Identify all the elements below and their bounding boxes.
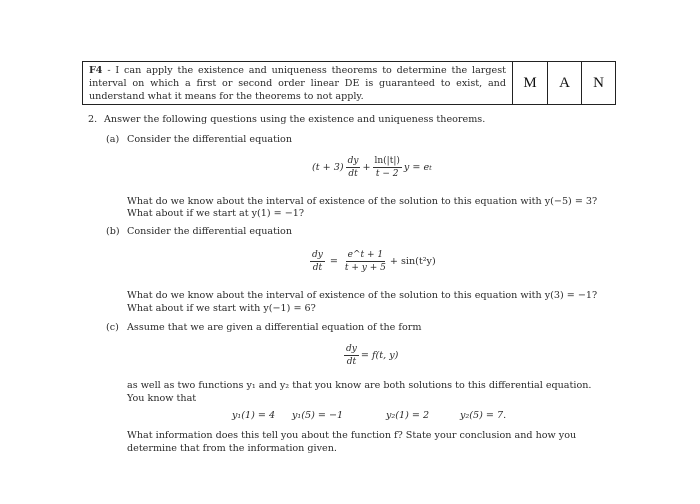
eq-a-sup: t bbox=[429, 163, 432, 172]
part-c-p3: What information does this tell you about the function f? State your conclusion and how you bbox=[127, 430, 577, 441]
part-b-q2: What about if we start with y(−1) = 6? bbox=[127, 303, 316, 314]
eq-a-rhs: y = e bbox=[403, 162, 430, 173]
eq-b-fraction bbox=[343, 250, 388, 273]
eq-a-num: ln(|t|) bbox=[374, 156, 400, 166]
part-a-q1: What do we know about the interval of existence of the solution to this equation with y(−5) = 3? bbox=[127, 196, 598, 207]
eq-a-plus: + bbox=[362, 162, 371, 173]
eq-b-dy: dy bbox=[312, 250, 323, 260]
part-c-p1: as well as two functions y₁ and y₂ that you know are both solutions to this differential equation. bbox=[127, 380, 592, 391]
eq-a-dt: dt bbox=[348, 169, 358, 179]
question-intro: Answer the following questions using the existence and uniqueness theorems. bbox=[104, 114, 486, 125]
value-y1-1: y₁(1) = 4 bbox=[232, 410, 276, 421]
part-c-intro: Assume that we are given a differential equation of the form bbox=[127, 322, 422, 333]
grade-n[interactable]: N bbox=[581, 62, 615, 104]
eq-b-derivative bbox=[310, 250, 325, 273]
part-a-label: (a) bbox=[106, 134, 120, 145]
eq-c-rhs: = f(t, y) bbox=[360, 350, 399, 361]
part-a-q2: What about if we start at y(1) = −1? bbox=[127, 208, 305, 219]
question-number: 2. bbox=[88, 114, 98, 125]
eq-c-dt: dt bbox=[346, 357, 357, 367]
standard-text bbox=[83, 62, 513, 104]
eq-c-derivative bbox=[344, 344, 359, 367]
part-c-p2: You know that bbox=[127, 393, 197, 404]
part-b-intro: Consider the differential equation bbox=[127, 226, 293, 237]
eq-b-equals: = bbox=[329, 256, 338, 267]
part-c-label: (c) bbox=[106, 322, 119, 333]
part-c-p4: determine that from the information given. bbox=[127, 443, 337, 454]
grade-a[interactable]: A bbox=[547, 62, 581, 104]
eq-a-dy: dy bbox=[347, 156, 359, 166]
eq-b-dt: dt bbox=[312, 263, 323, 273]
part-a-equation bbox=[312, 156, 432, 179]
eq-a-coefficient bbox=[373, 156, 402, 179]
eq-b-den: t + y + 5 bbox=[344, 263, 386, 273]
eq-a-lhs: (t + 3) bbox=[312, 162, 344, 173]
eq-a-derivative bbox=[346, 156, 361, 179]
eq-b-num: e^t + 1 bbox=[347, 250, 384, 260]
part-a-intro: Consider the differential equation bbox=[127, 134, 293, 145]
part-b-label: (b) bbox=[106, 226, 120, 237]
eq-c-dy: dy bbox=[346, 344, 357, 354]
grade-m[interactable]: M bbox=[523, 74, 537, 91]
part-b-q1: What do we know about the interval of existence of the solution to this equation with y(3) = −1? bbox=[127, 290, 598, 301]
standard-description: - I can apply the existence and uniqueness theorems to determine the largest interval on which a first or second order linear DE is guaranteed to exist, and understand what it means for the theorems to not apply. bbox=[89, 65, 506, 102]
standard-box bbox=[82, 61, 616, 105]
value-y1-5: y₁(5) = −1 bbox=[292, 410, 344, 421]
part-c-equation bbox=[342, 344, 398, 367]
value-y2-1: y₂(1) = 2 bbox=[386, 410, 430, 421]
eq-a-den: t − 2 bbox=[375, 169, 399, 179]
value-y2-5: y₂(5) = 7. bbox=[460, 410, 507, 421]
eq-b-tail: + sin(t²y) bbox=[389, 256, 436, 267]
standard-code: F4 bbox=[89, 65, 103, 76]
part-b-equation bbox=[308, 250, 436, 273]
